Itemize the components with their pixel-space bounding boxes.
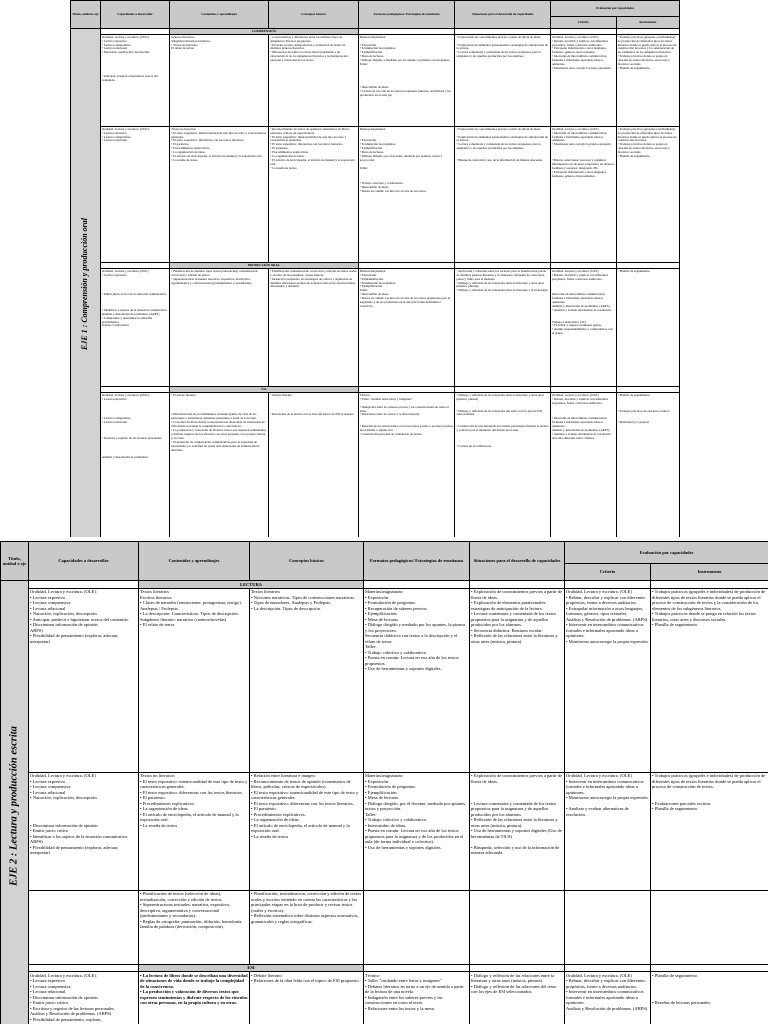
eje-1-axis-label: EJE 1 : Comprensión y producción oral (71, 29, 101, 538)
section-esi: ESI (170, 387, 359, 393)
situaciones-cell: • Exploración de conocimientos previos a partir de lluvia de ideas. • Explicación de elementos paratextuales: estrategias de anticipación de la lectura. • Lectura comentaria y comentada de los textos propuestos para la asignatura y de aquellos producidos por los alumnos. • Búsqueda, selección y uso de la información de manera adecuada. (455, 127, 551, 263)
criterio-cell: Oralidad, Lectura y escritura. (OLE) • Relatar, describir y explicar con diferentes propósitos, frente a diversos auditorios. • Intervenir en intercambios comunicativos formales e informales aportando ideas u opiniones. Análisis y Resolución de problemas. (ARPS) • Analizar y evaluar alternativas de resolución ante una situación sobre criterios. (550, 393, 616, 537)
formatos-cell: Materias/asignaturas: • Exposición. • Formulación de preguntas. • Recuperación de saberes previos. • Ejemplificación. • Mesa de lecturas. • Diálogo dirigido y mediado por los apuntes, la pizarra y los proyectores. Secuencia didáctica con textos a la descripción y el relato de terror. Taller: • Trabajo colectivo y colaborativo. • Puesta en común: Lectura en voz alta de los textos propuestos. • Uso de herramientas y soportes digitales. (364, 588, 470, 772)
table-row (1, 972, 768, 1024)
criterio-cell: Oralidad, Lectura y escritura. (OLE) • Intervenir en intercambios comunicativos formales e informales aportando ideas u opiniones. • Monitorear autocorregir la propia expresión. • Analizar y evaluar alternativas de resolución. (565, 772, 651, 890)
eje-2-axis-label: EJE 2 : Lectura y producción escrita (1, 581, 29, 1024)
situaciones-cell: • Diálogo y reflexión de las relaciones entre la literatura y otras artes (música, pintura). • Diálogo y reflexión de las relaciones del texto con los ejes de ESI seleccionados. (470, 972, 565, 1024)
curriculum-table-eje-1 (70, 0, 680, 537)
instrumento-cell (651, 890, 768, 964)
criterio-cell: Oralidad, Lectura y escritura. (OLE) • Relatar, describir y explicar con diferentes propósitos, frente a diversos auditorios. • Intervenir en intercambios comunicativos formales e informales aportando ideas u opiniones. Análisis y Resolución de problemas. (ARPS) (565, 972, 651, 1024)
header-instrumento: Instrumento (651, 564, 768, 581)
table-row (1, 890, 768, 964)
contenidos-cell: • La lectura de libros donde se describan una diversidad de situaciones de vida donde se trabaje la complejidad de la convivencia. • La producción y valoración de diversos textos que expresen sentimientos y disfrute respecto de los vínculos con otras personas, en la propia cultura y en otras. (139, 972, 250, 1024)
conceptos-cell: • Debate literario • Relaciones de la obra leída con el tópico de ESI propuesto. (250, 972, 364, 1024)
instrumento-cell: • Planilla de seguimiento. • Trabajos prácticos de escritura creativa. • Individual (y/o grupal) (616, 393, 679, 537)
capacidades-cell (29, 890, 139, 964)
header-formatos: Formatos pedagógicos/ Estrategias de enseñanza (358, 1, 455, 29)
section-comprension: COMPRENSIÓN (170, 29, 359, 35)
instrumento-cell: • Planilla de seguimiento. (616, 269, 679, 387)
conceptos-cell: • Características y diferencias entre los distintos tipos de subgéneros diversos propuestos. • Escucha, lectura, interpretación y evaluación de textos de distintos géneros literarios. • Diferencias del entre la lectura literal (tendiendo a las características de los subgéneros literarios y la interpretación personal y relacional de los textos. (269, 35, 359, 127)
capacidades-cell: Oralidad, Lectura y escritura. (OLE) • Lectura expresiva • Emitir juicio acerca de la situación comunicativa. • Identificar a autores de la situación comunicativa. Análisis y Resolución de problemas. (ARPS) • Comprender y determinar la situación problemática. Trabajo Colaborativo (100, 269, 169, 387)
criterio-cell: Oralidad, Lectura y escritura. (OLE) • Intervenir en intercambios comunicativos formales e informales aportando ideas u opiniones. • Monitorear auto corregir la propia expresión. • Buscar, seleccionar, procesar y organizar información con diversos propósitos, en diversos formatos y soportes, integrando TIC. • Extrapolar información a otros lenguajes, formatos, géneros, tipos textuales. (550, 127, 616, 263)
situaciones-cell (470, 890, 565, 964)
formatos-cell: Materias/asignaturas: • Exposición. • Formulación de preguntas. • Ejemplificación. • Mesa de lecturas. • Diálogo dirigido, por el docente, mediado por apuntes, textos y proyección. Taller: • Trabajo colectivo y colaborativo. • Intercambio de ideas. • Puesta en común: Lectura en voz alta de los textos propuestos para la asignatura y de los producidos en el aula (de forma individual o colectiva). • Uso de herramientas y soportes digitales. (364, 772, 470, 890)
document-page-2 (0, 541, 768, 1024)
criterio-cell: Oralidad, Lectura y escritura. (OLE) • Relatar, describir y explicar con diferentes propósitos, frente a diversos auditorios. Intervenir en intercambios comunicativos formales e informales aportando ideas u opiniones. Análisis y Resolución de problemas. (ARPS) • Analizar y evaluar alternativas de resolución. Trabajo Colaborativo (TC) • Escuchar y respetar opiniones ajenas. • Asumir responsabilidades y compromisos con el grupo. (550, 269, 616, 387)
contenidos-cell: Textos literarios Escritos literarios • Clases de narrador (omnisciente, protagonista, testigo). Analepsis / Prolepsis. • La descripción: Características. Tipos de descripción. Subgénero literario: narrativo (cuentos/novelas) • El relato de terror (139, 588, 250, 772)
situaciones-cell: • Exploración de conocimientos previos a partir de lluvia de ideas. • Lectura comentaria y comentada de los textos propuestos para la asignatura y de aquellos producidos por los alumnos. • Reflexión de las relaciones entre la literatura y otras artes (música, pintura). • Uso de herramientas y soportes digitales (Uso de herramientas de TICS) • Búsqueda, selección y uso de la información de manera adecuada. (470, 772, 565, 890)
formatos-cell: Matetas/asignaturas: • Exposición. • Formulación de preguntas. • Ejemplificación. • Mesa de lecturas. • Diálogo dirigido y mediado por los apunte, la primera con preguntas. Taller: • Intercambio de ideas. • Lectura en voz alta de los textos propuestos (autores, novelistas) y los producidos en el aula (de (358, 35, 455, 127)
table-row (71, 393, 680, 537)
header-formatos: Formatos pedagógicos/ Estrategias de enseñanza (364, 542, 470, 581)
instrumento-cell: • Trabajos prácticos (grupales e individuales) de producción de diferentes tipos de textos literarios donde se pueda aplicar el proceso de construcción de textos. • Trabajos prácticos donde se ponga en relación los textos literarios, otras artes y discursos sociales. • Planilla de seguimiento. (616, 127, 679, 263)
formatos-cell: Matetas/asignaturas: • Exposición. • Fundamentación. • Formulación de preguntas. • Ejemplificación. Taller: • Intercambio de ideas. • Puesta en común: Lectura en voz alta de los textos propuestos para la asignatura y de los producidos en el aula (de forma individual o colectiva). (358, 269, 455, 387)
criterio-cell: Oralidad, Lectura y escritura. (OLE) • Relatar, describir y explicar con diferentes propósitos, frente a diversos auditorios. • Extrapolar información a otros lenguajes, formatos, géneros, tipos textuales. Análisis y Resolución de problemas. (ARPS) • Intervenir en intercambios comunicativos formales e informales aportando ideas u opiniones. • Monitorear autocorregir la propia expresión. (565, 588, 651, 772)
conceptos-cell: • Reconocimiento de textos de opinión (comentarios de libros, películas, críticas de espectáculos). • El texto expositivo: intencionalidad de este tipo de texto y características generales. • El texto expositivo: diferencias con los textos literarios. • El paratexto. • Procedimientos explicativos. • La organización de ideas. • El artículo de enciclopedia, el artículo de manual y la exposición oral. • La reseña de textos (269, 127, 359, 263)
capacidades-cell: Oralidad, Lectura y escritura. (OLE): • Lectura expresiva • Lectura comprensiva • Lectura relacional • Narración, explicación, descripción. • Anticipar, predecir e hipotetizar acerca del contenido. (100, 35, 169, 127)
header-conceptos: Conceptos básicos (250, 542, 364, 581)
header-contenidos: Contenidos y aprendizajes (139, 542, 250, 581)
header-criterio: Criterio (565, 564, 651, 581)
header-situaciones: Situaciones para el desarrollo de capacidades (455, 1, 551, 29)
header-conceptos: Conceptos básicos (269, 1, 359, 29)
header-capacidades: Capacidades a desarrollar (100, 1, 169, 29)
header-evaluacion: Evaluación por capacidades (565, 542, 768, 564)
formatos-cell: Técnico • Taller "cuidando entre letras y imágenes" • Debates literarios en torno a un eje de sentido a partir de la lectura de una novela. • Indagación entre los saberes previos y las construcciones en torno al texto. • Relaciones entre los textos y la mesa (364, 972, 470, 1024)
situaciones-cell: • Exploración de conocimientos previos a partir de lluvia de ideas. • Explicación de elementos paratextuales: estrategias de anticipación de la lectura. • Lectura comentaria y comentada de los textos propuestos para la asignatura y de aquellos producidos por los alumnos. (455, 35, 551, 127)
contenidos-cell: • Planificación de textos (selección de ideas), textualización, corrección y edición de textos. • Superestructuras textuales: narrativa, expositiva, descriptiva, argumentativa y conversacional (predominantes y secundarias). • Reglas de ortografía: puntuación, tildación, homofonía, familia de palabras (derivación, composición). (139, 890, 250, 964)
header-evaluacion: Evaluación por capacidades (550, 1, 679, 17)
contenidos-cell: • Planificación de distintos tipos textos (adecuación), textualización, corrección y edición de textos. • Superestructuras textuales: narrativa, expositiva, descriptiva, argumentativa y conversacional (predominantes y secundarias). (170, 269, 269, 387)
capacidades-cell: Oralidad, Lectura y escritura. (OLE) • Lectura expresiva • Lectura comprensiva • Lectura relacional • Narración, explicación, descripción. • Discriminar información de opinión. • Emitir juicio crítico • Identificar a los sujetos de la situación comunicativa. ARPS) • Flexibilidad de pensamiento (explorar, adecuar, interpretar) (29, 772, 139, 890)
conceptos-cell: Textos literarios • Nociones narrativas. Tipos de construcciones narrativas. • Tipos de narradores. Analepsis y Prolepsis. • La descripción. Tipos de descripción. (250, 588, 364, 772)
instrumento-cell: • Trabajos prácticos (grupales e individuales) de producción de diferentes tipos de textos literarios donde se pueda aplicar el proceso de construcción de textos y la consideración de los elementos de los subgéneros literarios. • Trabajos prácticos donde se ponga en relación los textos literarios, otras artes y discursos sociales. • Planilla de seguimiento. (616, 35, 679, 127)
header-capacidades: Capacidades a desarrollar (29, 542, 139, 581)
table-row (1, 588, 768, 772)
capacidades-cell: Oralidad, Lectura y escritura. (OLE): • Lectura expresiva • Lectura comprensiva • Lectura relacional • Discriminar información de opinión. • Emitir juicio crítico • Escritura y registro de las lecturas personales. Análisis y Resolución de problemas. (ARPS) • Flexibilidad de pensamiento, explorar, (29, 972, 139, 1024)
section-lectura: LECTURA (139, 581, 364, 589)
formatos-cell: Matetas/asignaturas: • Exposición. • Formulación de preguntas. • Ejemplificación. • Mesa de lecturas. • Diálogo dirigido, por el docente, mediado por apuntes, textos y proyección. Taller: • Trabajo colectivo y colaborativo. • Intercambio de ideas. • Puesta en común: Lectura en voz alta de los textos (358, 127, 455, 263)
conceptos-cell: • Debate literario • Relaciones de la lectura con la obra del tópico de ESI propuesto. (269, 393, 359, 537)
instrumento-cell: • Planilla de seguimiento. • Reseñas de lecturas personales. (651, 972, 768, 1024)
table-row (71, 269, 680, 387)
capacidades-cell: Oralidad, Lectura y escritura. (OLE): • Lectura expresiva • Lectura comprensiva • Lectura relacional • Narración, explicación, descripción. • Anticipar, predecir e hipotetizar acerca del contenido. • Discriminar información de opinión. ARPS) • Flexibilidad de pensamiento (explorar, adecuar, interpretar) (29, 588, 139, 772)
header-criterio: Criterio (550, 17, 616, 29)
criterio-cell (565, 890, 651, 964)
formatos-cell (364, 890, 470, 964)
header-contenidos: Contenidos y aprendizajes (170, 1, 269, 29)
table-row (71, 35, 680, 127)
situaciones-cell: • Exploración de conocimientos previos a partir de lluvia de ideas. • Exploración de elementos paratextuales: estrategias de anticipación de la lectura. • Lectura comentaria y comentada de los textos propuestos para la asignatura y de aquellos producidos por los alumnos. • Secuencia didáctica: Bestiario escolar. • Reflexión de las relaciones entre la literatura y otras artes (música, pintura). (470, 588, 565, 772)
capacidades-cell: Oralidad, Lectura y escritura. (OLE): • Lectura expresiva • Lectura comprensiva • Lectura relacional (100, 127, 169, 263)
section-produccion-oral: PRODUCCIÓN ORAL (170, 263, 359, 269)
instrumento-cell: • Trabajos prácticos (grupales e individuales) de producción de diferentes tipos de textos literarios donde se pueda aplicar el proceso de construcción de textos y la consideración de los elementos de los subgéneros literarios. • Trabajos prácticos donde se ponga en relación los textos literarios, otras artes y discursos sociales. • Planilla de seguimiento. (651, 588, 768, 772)
table-row (71, 127, 680, 263)
conceptos-cell: • Planificación, textualización, corrección y edición de textos orales y escritos teniendo en cuenta las características y las principales etapas en la hora de producir y revisar textos (orales y escritos). • Reflexión sistemática sobre distintos aspectos normativos, gramaticales y reglas ortográficas. (250, 890, 364, 964)
header-situaciones: Situaciones para el desarrollo de capacidades (470, 542, 565, 581)
header-instrumento: Instrumento (616, 17, 679, 29)
situaciones-cell: • Aplicación y reflexión sobre los recursos para la planificación previa de distintos géneros literarios y no literarios: inclusión de conectores, pausa y ritmo para el mensaje. • Diálogo y reflexión de las relaciones entre la literatura y otras artes (música, pintura). • Diálogo y reflexión de las relaciones entre la literatura y la tecnología. (455, 269, 551, 387)
section-esi: ESI (139, 964, 364, 972)
header-eje: Título, unidad o eje (71, 1, 101, 29)
contenidos-cell: • El debate literario • Diferenciación de procedimientos textuales (punto de vista de los personajes y narradores) opiniones personales a partir de la lectura. • La lectura de libros donde se describen una diversidad de situaciones de vida donde se trabaje la complejidad de la convivencia. • La producción y valoración de diversos textos que expresen sentimientos y disfrute respecto de los vínculos con otras personas, en la propia cultura y en otras. • El desarrollo de competencias comunicativas para la expresión de necesidades y/o solicitud de ayuda ante situaciones de vulneración de derechos. (170, 393, 269, 537)
conceptos-cell: • Planificación, textualización, corrección y edición de textos orales y escritos de las preguntas, etapas básicas. • Desarrollo progresivo de estrategias de control y regulación de distintas situaciones propias de la interacción oral (conversaciones, discusiones y debates). (269, 269, 359, 387)
conceptos-cell: • Relación entre literatura e imagen. • Reconocimiento de textos de opinión (comentarios de libros, películas, críticas de espectáculos). • El texto expositivo: intencionalidad de este tipo de texto y características generales. • El texto expositivo: diferencias con los textos literarios. • El paratexto. • Procedimientos explicativos. • La organización de ideas. • El artículo de enciclopedia, el artículo de manual y la exposición oral. • La reseña de textos (250, 772, 364, 890)
criterio-cell: Oralidad, Lectura y escritura. (OLE) • Relatar, describir y explicar con diferentes propósitos, frente a diversos auditorios. • Extrapolar información a otros lenguajes, formatos, géneros, tipos textuales. • Intervenir en intercambios comunicativos formales e informales aportando ideas u opiniones. • Monitorear auto corregir la propia expresión. (550, 35, 616, 127)
formatos-cell: Técnico • Taller "cuidado entre letras y imágenes" • Indagación entre los saberes previos y las construcciones en torno al texto. • Relaciones entre los textos y la mesa literaria • Relación de los textos leídos con otros textos (orales o escritos) propios de la misma o alguna otra. • Construcción personal de comentario de textos. (358, 393, 455, 537)
document-page-1 (70, 0, 680, 537)
contenidos-cell: Géneros literarios: Subgénero literarios narrativos • Textos no literarios El relato de terror. (170, 35, 269, 127)
instrumento-cell: • Trabajos prácticos (grupales e individuales) de producción de diferentes tipos de textos literarios donde se pueda aplicar el proceso de construcción de textos. • Evaluaciones parciales escritas. • Planilla de seguimiento. (651, 772, 768, 890)
table-row (1, 772, 768, 890)
header-eje: Título, unidad o eje (1, 542, 29, 581)
contenidos-cell: Textos no literarios • El texto expositivo: intencionalidad de este tipo de texto y características generales. • El texto expositivo: diferencias con los textos literarios. • El paratexto. • Procedimientos explicativos. • La organización de ideas. • El artículo de enciclopedia, el artículo de manual y la exposición oral. • La reseña de textos (170, 127, 269, 263)
capacidades-cell: Oralidad, Lectura y escritura. (OLE): • Lectura expresiva • Lectura comprensiva • Lectura relacional • Escritura y registro de las lecturas personales. Análisis y Resolución de problemas. (100, 393, 169, 537)
situaciones-cell: • Diálogo y reflexión de las relaciones entre la literatura y otras artes (música, pintura) • Diálogo y reflexión de las relaciones del texto con los ejes de ESI seleccionados. • Conducción de una búsqueda de lecturas personales (durante la lectura y colectiva) en el momento del debate en el aula. • Lectura de los bibliotecas. (455, 393, 551, 537)
curriculum-table-eje-2 (0, 541, 768, 1024)
contenidos-cell: Textos no literarios • El texto expositivo: intencionalidad de este tipo de texto y características generales. • El texto expositivo: diferencias con los textos literarios. • El paratexto. • Procedimientos explicativos. • La organización de ideas. • El artículo de enciclopedia, el artículo de manual y la exposición oral. • La reseña de textos (139, 772, 250, 890)
